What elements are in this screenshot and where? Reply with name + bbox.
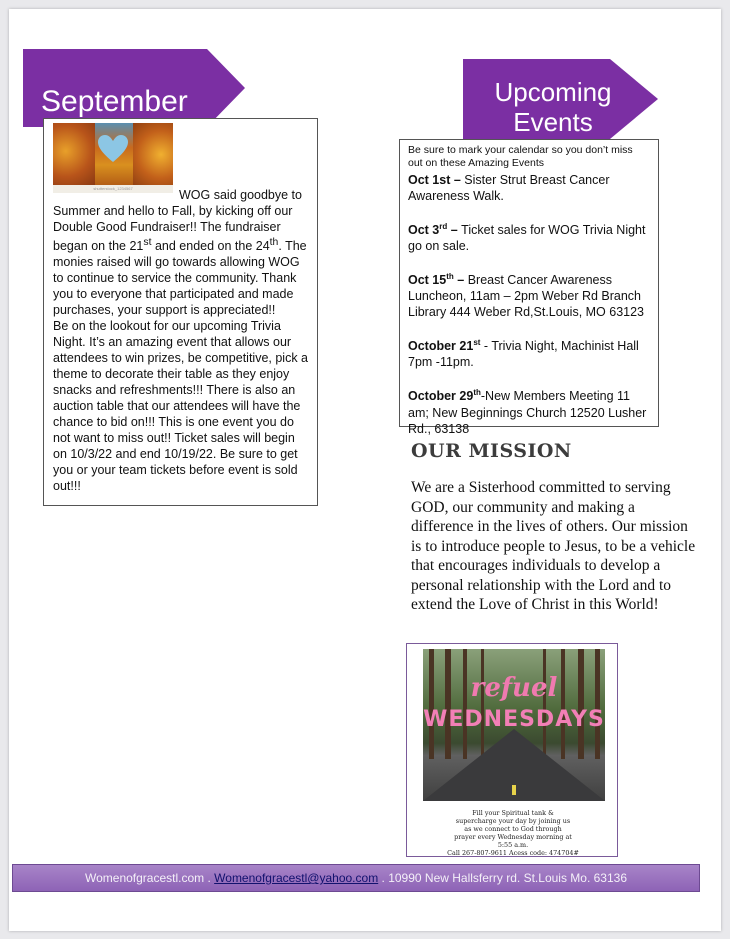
flyer-caption: Fill your Spiritual tank & supercharge your day by joining us as we connect to God through prayer every Wednesday morning at 5:55 a.m. Call 267-807-9611 Acess code: 474704# [447, 809, 579, 857]
upcoming-events-title-line2: Events [513, 107, 593, 137]
upcoming-events-banner-arrow [610, 59, 658, 139]
address-text: . 10990 New Hallsferry rd. St.Louis Mo. 63136 [378, 871, 627, 885]
trivia-paragraph: Be on the lookout for our upcoming Trivia Night. It’s an amazing event that allows our attendees to win prizes, be competitive, pick a theme to decorate their table as they enjoy snacks and refreshments!!! There is also an auction table that our attendees will have the chance to bid on!!! This is one event you do not want to miss out!! Ticket sales will begin on 10/3/22 and end 10/19/22. Be sure to get you or your team tickets before event is sold out!!! [53, 319, 308, 494]
flyer-title-line1: refuel [470, 673, 558, 703]
september-banner-title: September [41, 85, 188, 118]
refuel-wednesdays-flyer [406, 643, 618, 857]
event-item: Oct 15th – Breast Cancer Awareness Luncheon, 11am – 2pm Weber Rd Branch Library 444 Weber Rd,St.Louis, MO 63123 [408, 272, 645, 320]
image-caption: shutterstock_1234567 [53, 185, 173, 193]
fundraiser-paragraph: WOG said goodbye to Summer and hello to Fall, by kicking off our Double Good Fundraiser!! The fundraiser began on the 21st and ended on the 24th. The monies raised will go towards allowing WOG to continue to service the community. Thank you to everyone that participated and made purchases, your support is appreciated!! [53, 188, 307, 318]
events-intro: Be sure to mark your calendar so you don’t miss out on these Amazing Events [408, 144, 633, 169]
contact-footer [12, 864, 700, 892]
mission-heading: OUR MISSION [411, 440, 572, 462]
mission-statement: We are a Sisterhood committed to serving GOD, our community and making a difference in the lives of others. Our mission is to introduce people to Jesus, to be a vehicle that encourages individuals to develop a personal relationship with the Lord and to extend the Love of Christ in this World! [411, 479, 696, 613]
autumn-heart-image [53, 123, 173, 193]
heart-sky-icon [98, 135, 128, 163]
flyer-title-line2: WEDNESDAYS [423, 707, 605, 732]
event-item: October 29th-New Members Meeting 11 am; New Beginnings Church 12520 Lusher Rd., 63138 [408, 388, 647, 436]
upcoming-events-title-line1: Upcoming [494, 77, 612, 107]
september-banner-arrow [207, 49, 245, 127]
upcoming-events-list [399, 139, 659, 436]
september-banner [23, 49, 207, 127]
event-item: October 21st - Trivia Night, Machinist Hall 7pm -11pm. [408, 338, 639, 370]
email-link[interactable]: Womenofgracestl@yahoo.com [214, 871, 379, 885]
event-item: Oct 1st – Sister Strut Breast Cancer Awareness Walk. [408, 173, 610, 203]
forest-road-image [423, 649, 605, 801]
september-article [43, 118, 318, 506]
event-item: Oct 3rd – Ticket sales for WOG Trivia Night go on sale. [408, 222, 646, 254]
upcoming-events-banner [463, 59, 610, 139]
website-text: Womenofgracestl.com . [84, 871, 215, 885]
